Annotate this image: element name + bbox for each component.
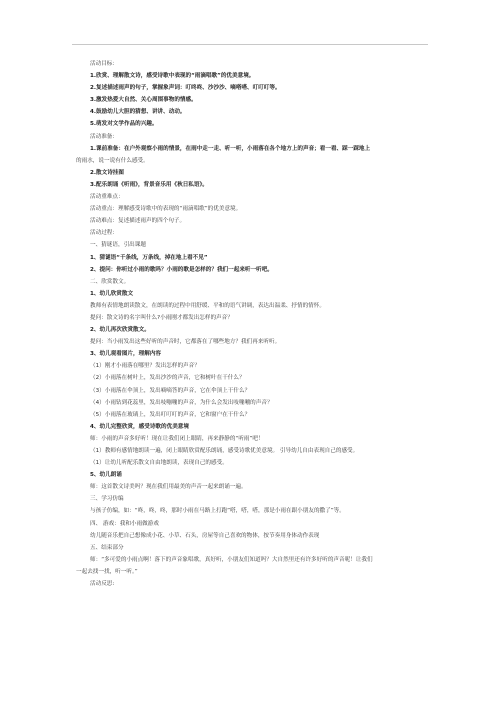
text-line: 活动重难点： [90,194,124,201]
text-line: （4）小雨钻到花蕊里，发出吱嘣嘣的声音，为什么会发出吱嘣嘣的声音？ [90,399,273,406]
text-line: 活动目标： [90,61,118,67]
text-line: 幼儿随音乐把自己想像成小花、小草、石头，房屋等自己喜欢的物体，按节奏用身体动作表现 [90,532,320,539]
text-line: （1）让幼儿听配乐散文自由地朗读，表现自己的感受。 [90,460,228,467]
text-line: （1）教师有感情地朗读一遍，闭上眼睛欣赏配乐朗诵，感受诗歌优美意境。 引导幼儿自由表现自己的感受。 [90,448,359,454]
text-line: 1.课前准备：在户外观察小雨的情景，在雨中走一走、听一听，小雨落在各个地方上的声音；看一看、踩一踩地上 [90,145,371,152]
header-rule [72,44,428,45]
text-line: 2.散文诗挂图 [90,169,124,176]
text-line: 活动过程： [90,230,118,237]
text-line: 活动难点：复述描述雨声的四个句子。 [90,218,186,225]
text-line: 一起去找一找，听一听。” [76,568,138,575]
text-line: 二、欣赏散文。 [90,278,130,285]
text-line: 2、提问：你听过小雨的歌吗？小雨的歌是怎样的？我们一起来听一听吧。 [90,266,273,273]
text-line: 3、幼儿观看图片，理解内容 [90,351,162,358]
text-line: 的雨水，说一说有什么感受。 [76,157,149,164]
text-line: 师：“多可爱的小雨点啊！落下的声音象唱歌，真好听，小朋友们知道吗？大自然里还有许多好听的声音呢！让我们 [90,556,373,563]
text-line: （5）小雨落在玻璃上，发出叮叮叮的声音，它和窗户在干什么？ [90,411,251,418]
text-line: 4.鼓励幼儿大胆的猜想、讲讲、动动。 [90,109,186,116]
text-line: 教师有表情地朗读散文，在朗读的过程中用舒缓、平和的语气讲调，表达出温柔、抒情的情怀。 [90,302,325,309]
text-line: （3）小雨落在伞顶上，发出嘀嘀答的声音，它在伞顶上干什么？ [90,387,251,394]
text-line: 1、幼儿欣赏散文 [90,290,134,297]
text-line: 师：这首散文诗美吗？现在我们用最美的声音一起来朗诵一遍。 [90,484,247,491]
text-line: 师：小雨的声音多好听！现在让我们闭上眼睛，再来静静的“听雨”吧！ [90,435,264,442]
text-line: 3.激发热爱大自然、关心周围事物的情感。 [90,97,197,104]
text-line: 三、学习仿编 [90,496,124,503]
text-line: 提问：散文诗的名字叫什么?小雨刚才都发出怎样的声音？ [90,314,233,321]
text-line: （2）小雨落在树叶上，发出沙沙的声音，它和树叶在干什么？ [90,375,245,382]
text-line: 一、猜谜语，引出课题 [90,242,146,249]
text-line: （1）刚才小雨落在哪里？发出怎样的声音？ [90,363,200,370]
text-line: 2.复述描述雨声的句子，掌握象声词：叮咚咚、沙沙沙、嘀嗒嗒、叮叮叮等。 [90,85,281,92]
text-line: 3.配乐朗诵《听雨》，背景音乐用《秋日私语》。 [90,181,208,188]
text-line: 与孩子仿编，如：“咚，咚，咚，那时小雨在马路上打跑”嗒，嗒，嗒，那是小雨在跟小朋友的撒了”等。 [90,508,345,515]
text-line: 活动准备： [90,133,118,140]
document-body [76,58,426,590]
text-line: 五、结束部分 [90,544,124,551]
text-line: 活动重点：理解感受诗歌中的表现的“雨滴唱歌”的优美意境。 [90,206,242,213]
text-line: 四、 游戏：我和小雨做游戏 [90,520,159,527]
text-line: 1、猜谜语“千条线，万条线，掉在地上看不见” [90,254,208,261]
text-line: 2、幼儿再次欣赏散文。 [90,327,150,334]
text-line: 提问：当小雨发出这些好听的声音时，它都落在了哪些地方？我们再来听听。 [90,339,281,346]
text-line: 1.欣赏、理解散文诗，感受诗歌中表现的“雨滴唱歌”的优美意境。 [90,73,255,80]
text-line: 4、幼儿完整欣赏，感受诗歌的优美意境 [90,423,189,430]
text-line: 5、幼儿朗诵 [90,472,122,479]
text-line: 活动反思: [90,581,115,588]
text-line: 5.萌发对文学作品的兴趣。 [90,121,158,128]
